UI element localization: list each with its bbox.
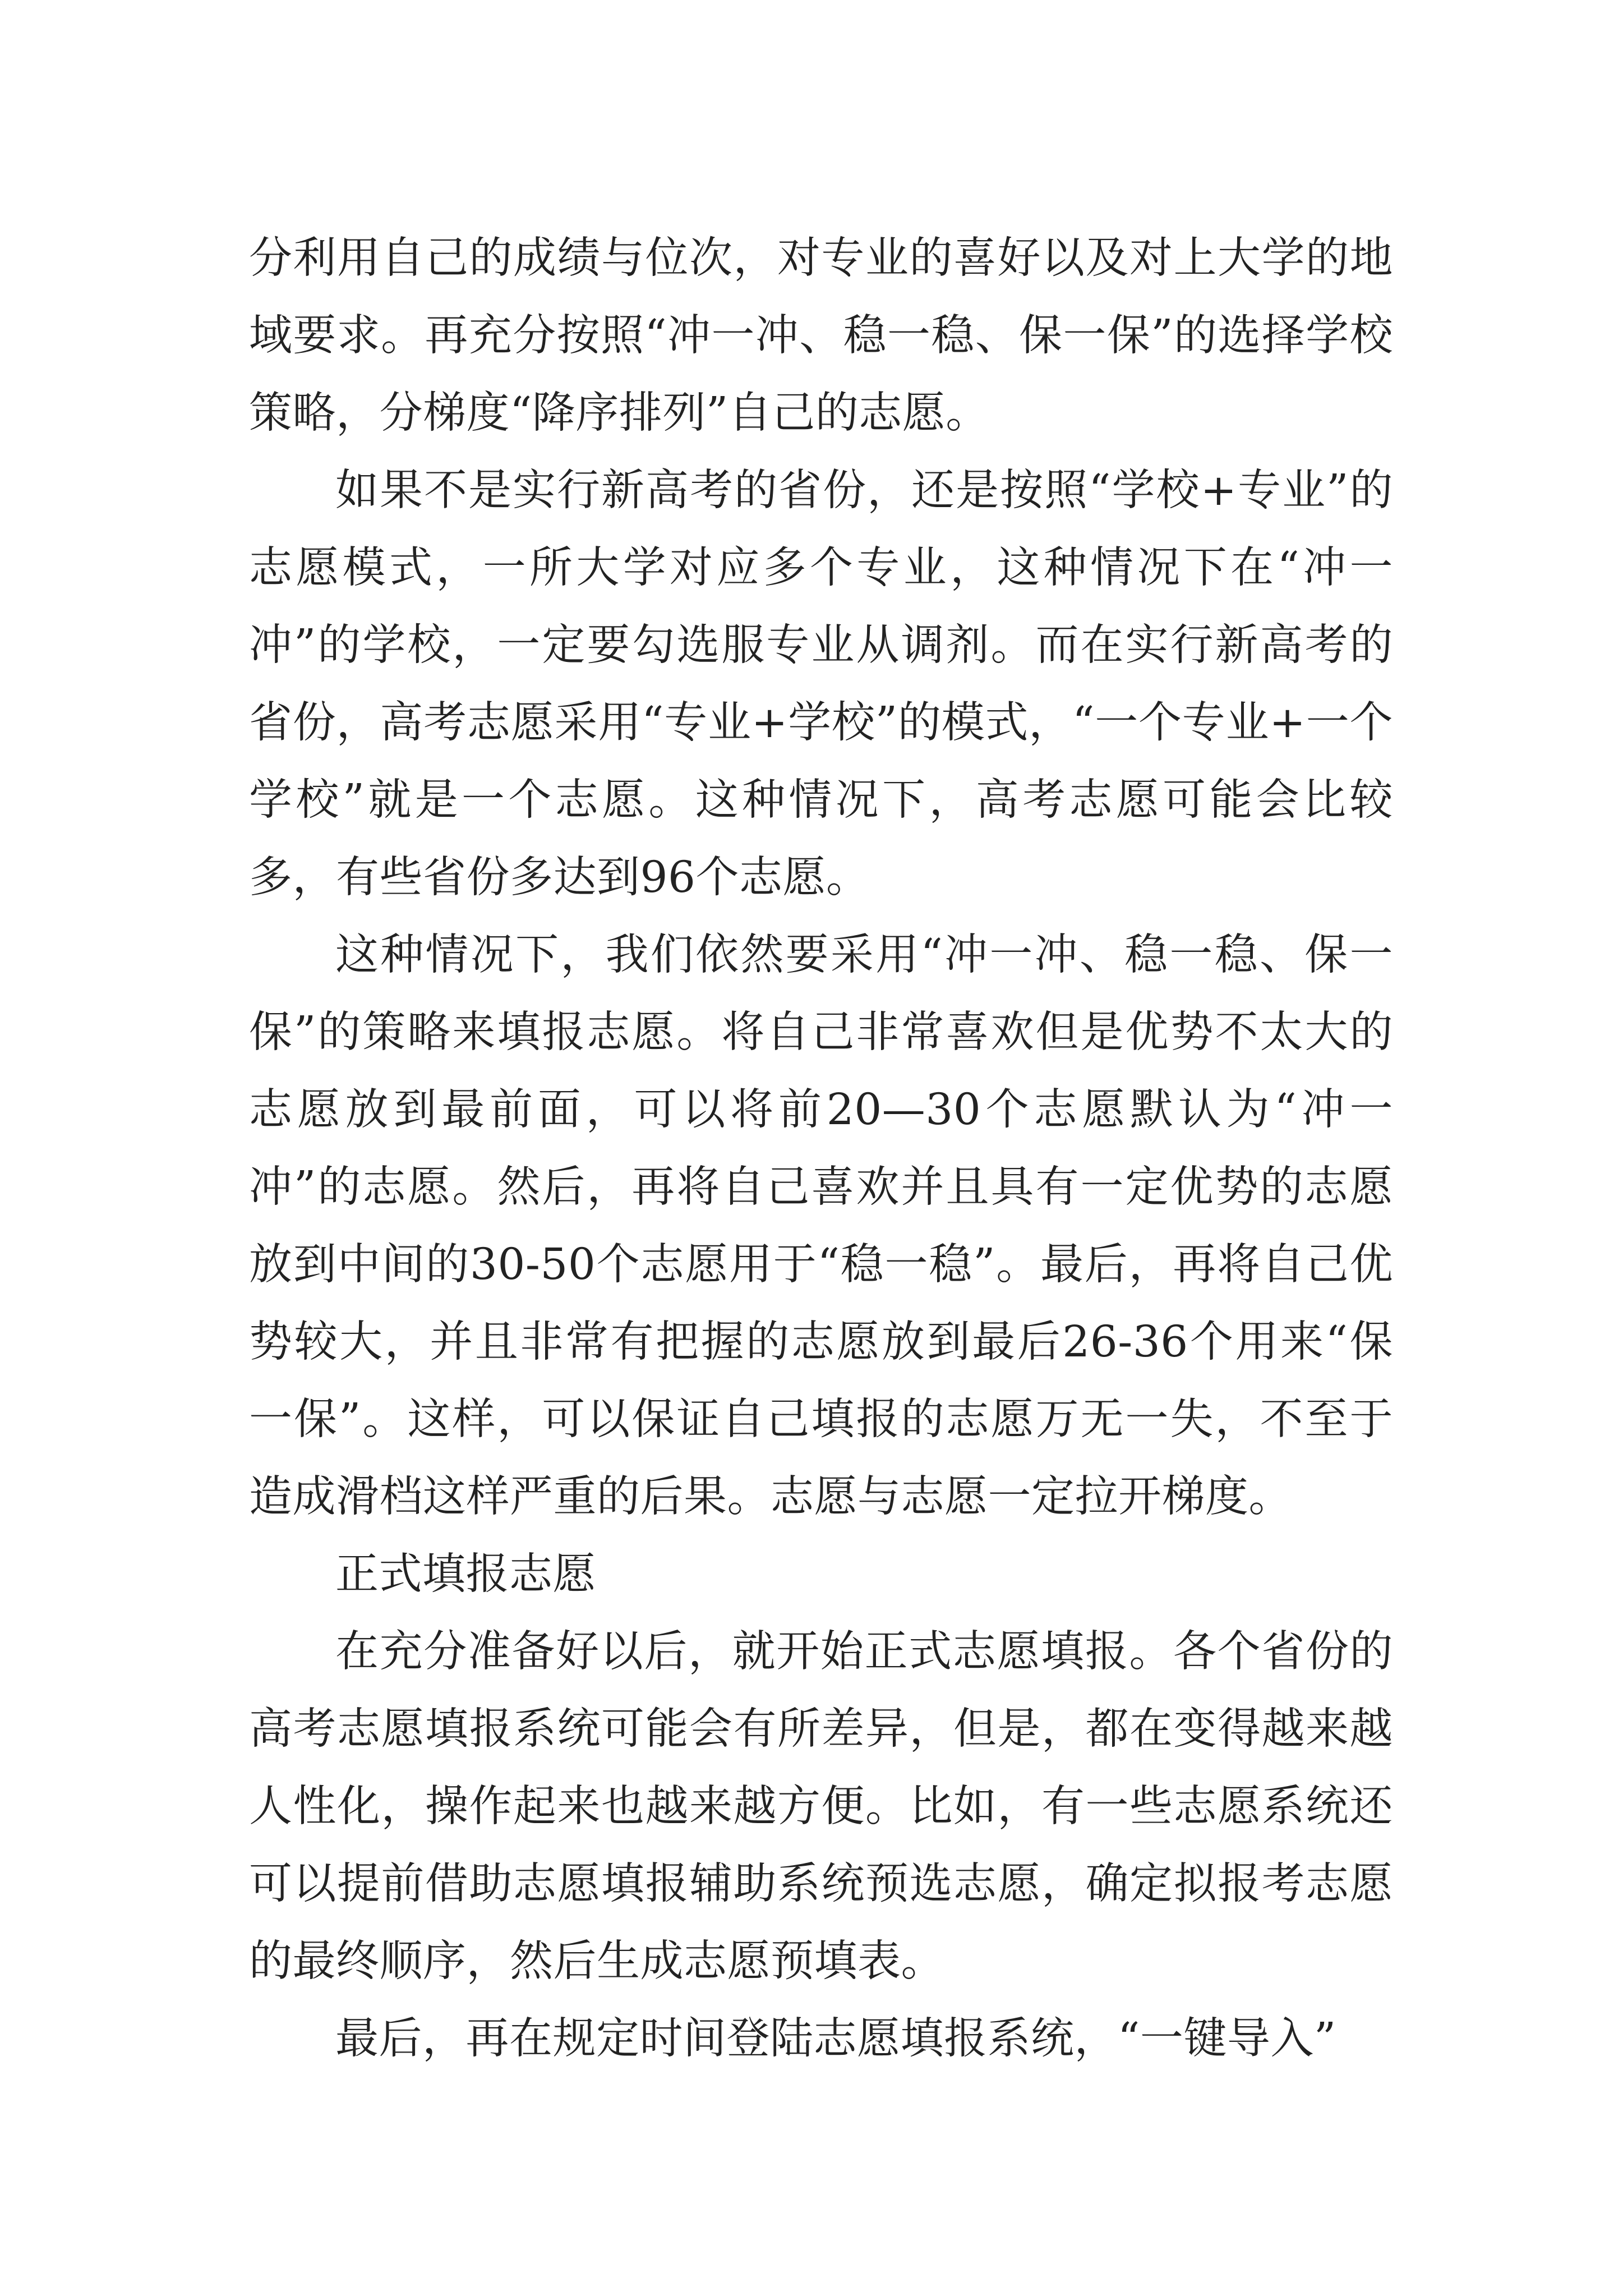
paragraph-final-step: 最后，再在规定时间登陆志愿填报系统，“一键导入” — [335, 2014, 1336, 2064]
section-heading-formal-filling: 正式填报志愿 — [335, 1549, 596, 1599]
paragraph-continuation: 分利用自己的成绩与位次，对专业的喜好以及对上大学的地域要求。再充分按照“冲一冲、稳一稳、保一保”的选择学校策略，分梯度“降序排列”自己的志愿。 — [249, 233, 1393, 438]
paragraph-volunteer-mode: 如果不是实行新高考的省份，还是按照“学校+专业”的志愿模式，一所大学对应多个专业，这种情况下在“冲一冲”的学校，一定要勾选服专业从调剂。而在实行新高考的省份，高考志愿采用“专业+学校”的模式，“一个专业+一个学校”就是一个志愿。这种情况下，高考志愿可能会比较多，有些省份多达到96个志愿。 — [249, 466, 1393, 903]
body-text — [249, 220, 1393, 2078]
paragraph-strategy: 这种情况下，我们依然要采用“冲一冲、稳一稳、保一保”的策略来填报志愿。将自己非常喜欢但是优势不太大的志愿放到最前面，可以将前20—30个志愿默认为“冲一冲”的志愿。然后，再将自己喜欢并且具有一定优势的志愿放到中间的30-50个志愿用于“稳一稳”。最后，再将自己优势较大，并且非常有把握的志愿放到最后26-36个用来“保一保”。这样，可以保证自己填报的志愿万无一失，不至于造成滑档这样严重的后果。志愿与志愿一定拉开梯度。 — [249, 930, 1393, 1522]
paragraph-formal-filling: 在充分准备好以后，就开始正式志愿填报。各个省份的高考志愿填报系统可能会有所差异，但是，都在变得越来越人性化，操作起来也越来越方便。比如，有一些志愿系统还可以提前借助志愿填报辅助系统预选志愿，确定拟报考志愿的最终顺序，然后生成志愿预填表。 — [249, 1627, 1393, 1986]
